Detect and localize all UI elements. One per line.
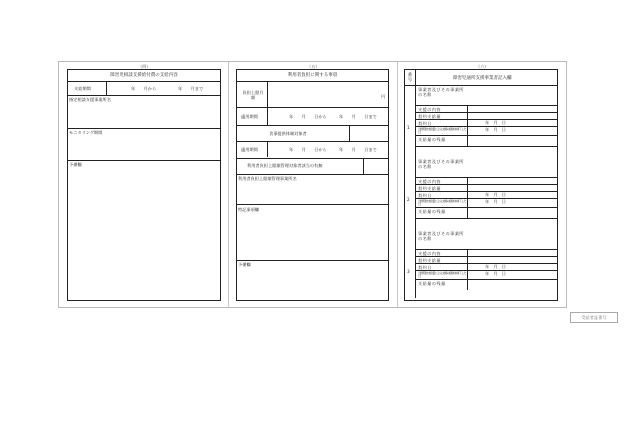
limit-management-label: 利用者負担上限額管理対象者該当の有無 xyxy=(247,163,323,168)
meal-provision-label: 食事提供体制対象者 xyxy=(269,131,307,136)
row-label-shuryo_bi: 当該契約支給量による支援の提供を終了した日 xyxy=(418,271,467,279)
fold-line xyxy=(228,62,229,307)
support-period-to: 年 月まで xyxy=(178,86,204,91)
limit-management-office-label: 利用者負担上限額管理事業所名 xyxy=(238,176,297,181)
support-period-from: 年 月から xyxy=(131,86,157,91)
row-label-keiyaku_bi: 契約日 xyxy=(418,121,432,126)
applicable-period-label: 適用期間 xyxy=(241,114,258,119)
page-label-4: （四） xyxy=(138,64,151,69)
block-number: 1 xyxy=(407,125,410,130)
applicable-to-2: 年 月 日まで xyxy=(339,147,377,152)
date-placeholder: 年 月 日 xyxy=(485,120,506,125)
panel-provider-entries xyxy=(404,69,558,301)
row-label-keiyaku_bi: 契約日 xyxy=(418,193,432,198)
date-placeholder: 年 月 日 xyxy=(485,192,506,197)
date-placeholder: 年 月 日 xyxy=(485,271,506,276)
row-label-naiyo: 支援の内容 xyxy=(418,251,441,256)
row-label-naiyo: 支援の内容 xyxy=(418,179,441,184)
special-notes-label: 特記事項欄 xyxy=(238,207,259,212)
row-label-naiyo: 支援の内容 xyxy=(418,107,441,112)
row-label-ryo: 契約支給量 xyxy=(418,114,441,119)
date-placeholder: 年 月 日 xyxy=(485,264,506,269)
row-label-zanryo: 支給量の残量 xyxy=(418,281,446,286)
date-placeholder: 年 月 日 xyxy=(485,127,506,132)
support-period-label: 支給期間 xyxy=(74,86,91,91)
panel-support-content xyxy=(67,69,221,301)
panel-title: 利用者負担に関する事項 xyxy=(237,70,388,82)
applicable-from-2: 年 月 日から xyxy=(289,147,327,152)
row-label-jigyosha: 事業者及びその事業所の名称 xyxy=(418,87,464,97)
yen-unit: 円 xyxy=(381,94,386,99)
recipient-number-box: 受給者証番号 xyxy=(570,312,618,323)
page-label-5: （五） xyxy=(307,64,320,69)
applicable-to: 年 月 日まで xyxy=(339,114,377,119)
applicable-from: 年 月 日から xyxy=(289,114,327,119)
row-label-zanryo: 支給量の残量 xyxy=(418,209,446,214)
applicable-period-label-2: 適用期間 xyxy=(241,147,258,152)
number-label: 番号 xyxy=(407,72,413,82)
row-label-zanryo: 支給量の残量 xyxy=(418,137,446,142)
block-number: 2 xyxy=(407,197,410,202)
page-label-6: （六） xyxy=(476,64,489,69)
row-label-jigyosha: 事業者及びその事業所の名称 xyxy=(418,231,464,241)
monitoring-period-label: モニタリング期間 xyxy=(69,130,103,135)
certificate-sheet xyxy=(58,61,567,308)
burden-limit-label: 負担上限月額 xyxy=(242,90,264,100)
row-label-shuryo_bi: 当該契約支給量による支援の提供を終了した日 xyxy=(418,199,467,207)
consultation-office-label: 指定相談支援事業所名 xyxy=(69,97,111,102)
date-placeholder: 年 月 日 xyxy=(485,199,506,204)
row-label-jigyosha: 事業者及びその事業所の名称 xyxy=(418,159,464,169)
block-number: 3 xyxy=(407,269,410,274)
reserve-label: 予備欄 xyxy=(69,162,82,167)
fold-line xyxy=(397,62,398,307)
row-label-ryo: 契約支給量 xyxy=(418,258,441,263)
panel-user-burden xyxy=(236,69,389,301)
panel-title: 障害児相談支援給付費の支給内容 xyxy=(68,70,220,82)
reserve-label: 予備欄 xyxy=(238,262,251,267)
row-label-ryo: 契約支給量 xyxy=(418,186,441,191)
row-label-shuryo_bi: 当該契約支給量による支援の提供を終了した日 xyxy=(418,127,467,135)
row-label-keiyaku_bi: 契約日 xyxy=(418,265,432,270)
panel-title: 障害児通所支援事業者記入欄 xyxy=(453,76,512,81)
